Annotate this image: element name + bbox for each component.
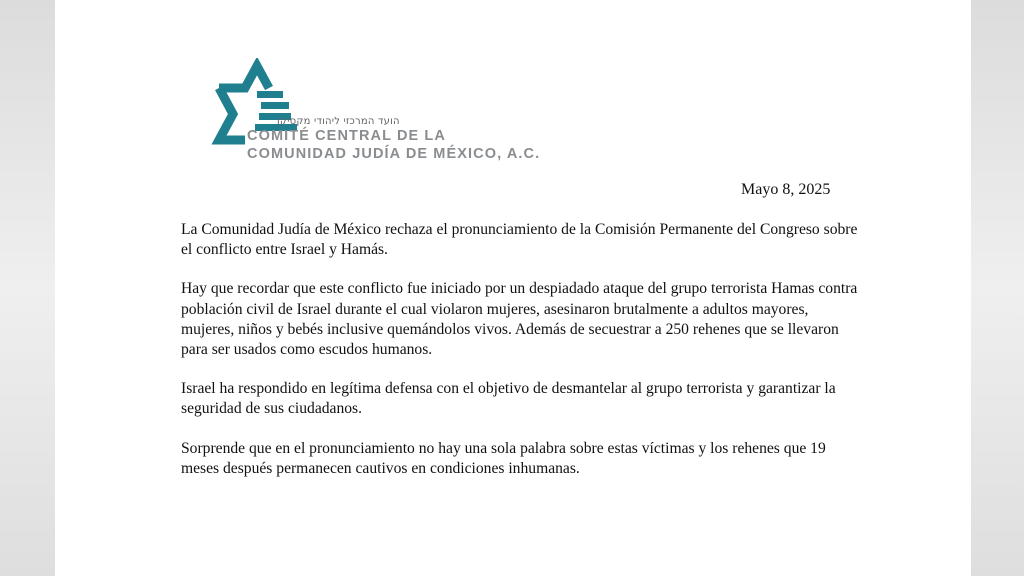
letter-date: Mayo 8, 2025 <box>741 181 831 198</box>
logo-org-line-2: COMUNIDAD JUDÍA DE MÉXICO, A.C. <box>247 146 541 162</box>
paragraph-4: Sorprende que en el pronunciamiento no hay una sola palabra sobre estas víctimas y los rehenes que 19 meses después permanecen cautivos en condiciones inhumanas. <box>181 439 826 477</box>
right-background-margin <box>971 0 1024 576</box>
organization-logo <box>205 58 545 168</box>
logo-hebrew-text: הועד המרכזי ליהודי מקסיקו <box>277 116 400 127</box>
paragraph-1: La Comunidad Judía de México rechaza el pronunciamiento de la Comisión Permanente del Congreso sobre el conflicto entre Israel y Hamás. <box>181 221 858 259</box>
logo-org-line-1: COMITÉ CENTRAL DE LA <box>247 128 446 144</box>
left-background-margin <box>0 0 55 576</box>
paragraph-2: Hay que recordar que este conflicto fue iniciado por un despiadado ataque del grupo terrorista Hamas contra población civil de Israel durante el cual violaron mujeres, asesinaron brutalmente a adultos mayores, mujeres, niños y bebés inclusive quemándolos vivos. Además de secuestrar a 250 rehenes que se llevaron para ser usados como escudos humanos. <box>181 280 858 359</box>
letter-page <box>55 0 971 576</box>
letter-body <box>181 220 861 498</box>
paragraph-3: Israel ha respondido en legítima defensa con el objetivo de desmantelar al grupo terrorista y garantizar la seguridad de sus ciudadanos. <box>181 380 836 418</box>
